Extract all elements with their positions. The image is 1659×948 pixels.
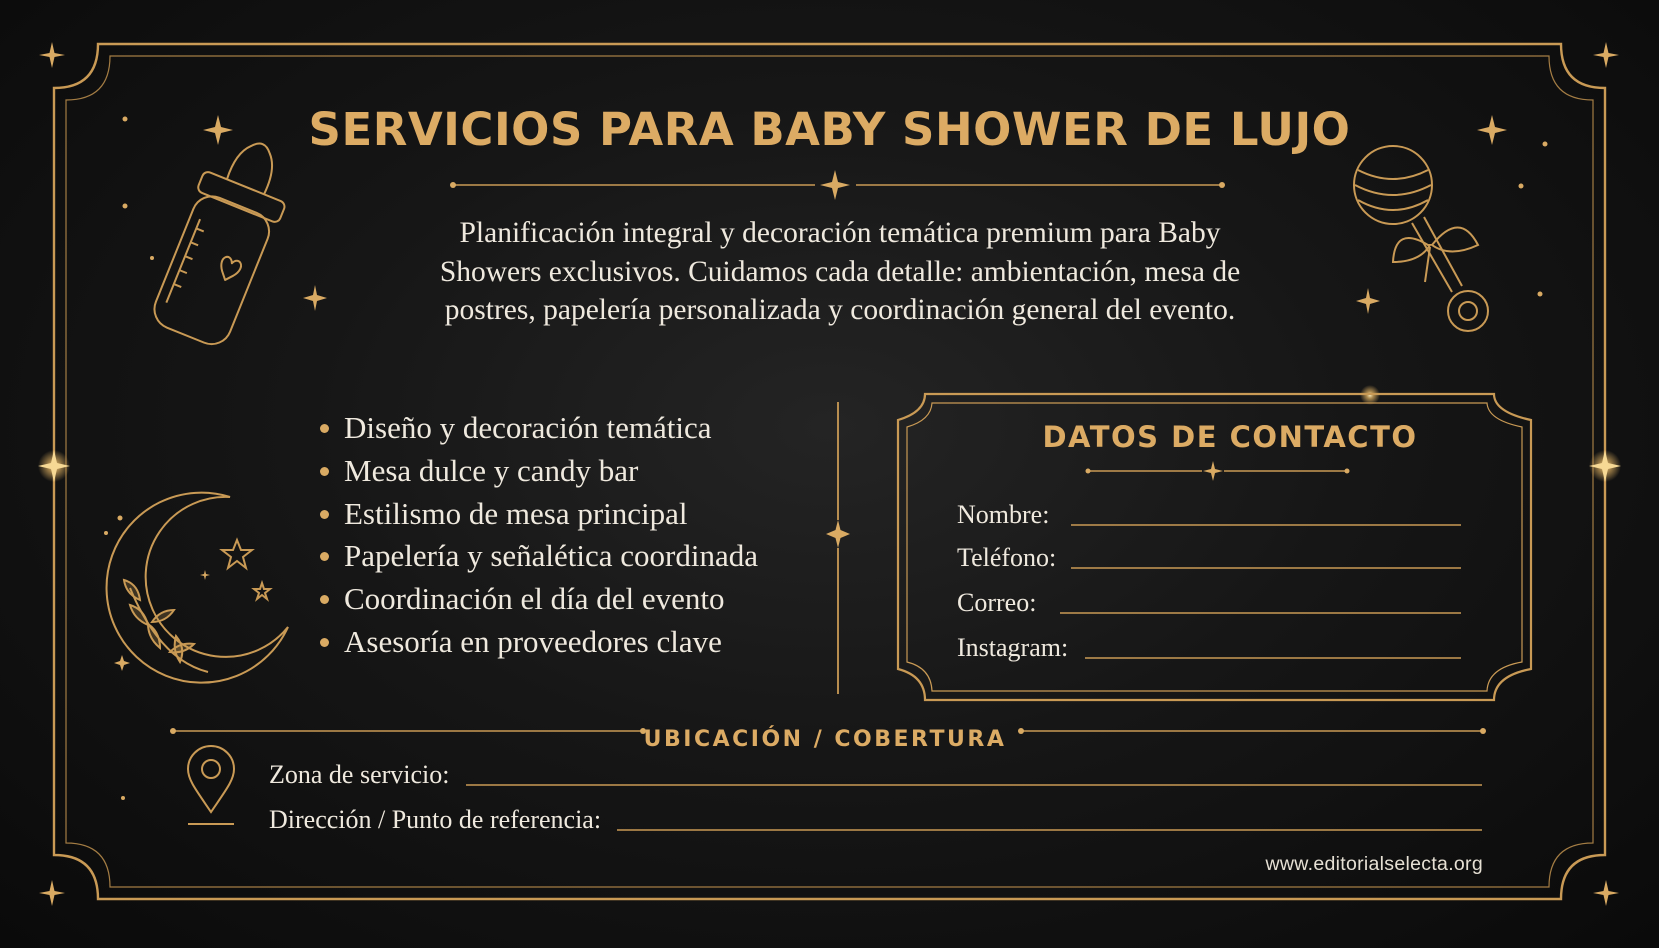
- bullet-icon: [320, 595, 329, 604]
- baby-bottle-icon: [145, 128, 304, 352]
- address-label: Dirección / Punto de referencia:: [269, 805, 602, 834]
- location-title: UBICACIÓN / COBERTURA: [643, 727, 1007, 752]
- contact-email-label: Correo:: [957, 588, 1037, 617]
- bullet-icon: [320, 552, 329, 561]
- contact-title: DATOS DE CONTACTO: [1042, 420, 1418, 454]
- contact-instagram-label: Instagram:: [957, 633, 1069, 662]
- website-link[interactable]: www.editorialselecta.org: [1265, 853, 1483, 875]
- service-label: Mesa dulce y candy bar: [344, 452, 639, 488]
- service-label: Diseño y decoración temática: [344, 410, 712, 445]
- contact-name-label: Nombre:: [957, 500, 1050, 529]
- service-label: Papelería y señalética coordinada: [344, 538, 758, 574]
- list-item: [318, 624, 758, 667]
- contact-title-divider: [1086, 461, 1350, 481]
- list-item: [318, 453, 758, 496]
- rattle-icon: [1354, 146, 1488, 331]
- contact-phone-label: Teléfono:: [957, 543, 1057, 572]
- left-glow-sparkle-icon: [38, 450, 70, 482]
- list-item: [318, 410, 758, 453]
- vertical-divider: [826, 402, 850, 694]
- services-list: [318, 410, 758, 667]
- bullet-icon: [320, 424, 329, 433]
- page-title: SERVICIOS PARA BABY SHOWER DE LUJO: [308, 103, 1351, 156]
- bullet-icon: [320, 510, 329, 519]
- right-glow-sparkle-icon: [1589, 450, 1621, 482]
- service-label: Asesoría en proveedores clave: [344, 623, 722, 659]
- contact-field-lines: [1060, 525, 1461, 658]
- location-field-lines: [466, 785, 1482, 830]
- crescent-moon-icon: [107, 493, 288, 683]
- bullet-icon: [320, 467, 329, 476]
- location-pin-icon: [188, 746, 234, 824]
- bullet-icon: [320, 638, 329, 647]
- service-label: Coordinación el día del evento: [344, 581, 725, 617]
- intro-text: Planificación integral y decoración temática premium para Baby Showers exclusivos. Cuidamos cada detalle: ambientación, mesa de postres, papelería personalizada y coordinación general del evento.: [439, 217, 1241, 326]
- list-item: [318, 581, 758, 624]
- service-zone-label: Zona de servicio:: [269, 760, 450, 789]
- service-label: Estilismo de mesa principal: [344, 495, 688, 531]
- list-item: [318, 538, 758, 581]
- list-item: [318, 496, 758, 539]
- title-divider: [450, 170, 1225, 200]
